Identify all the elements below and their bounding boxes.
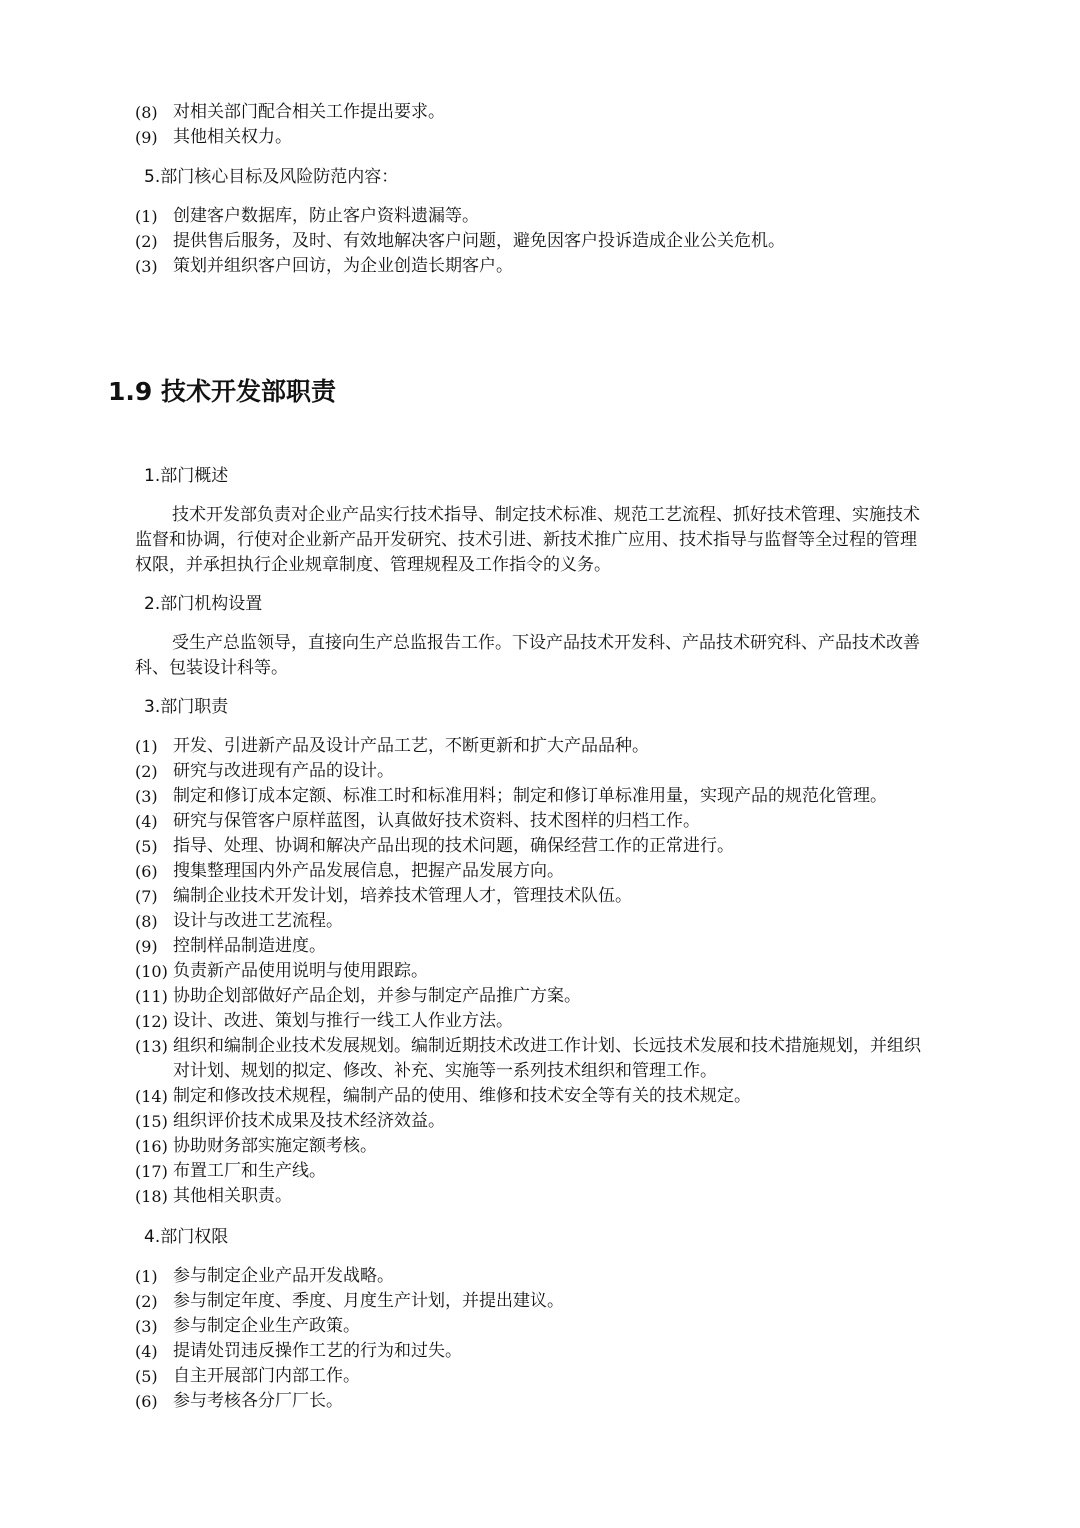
paragraph-line: 监督和协调，行使对企业新产品开发研究、技术引进、新技术推广应用、技术指导与监督等全过程的管理 (135, 530, 917, 550)
paragraph-line: 权限，并承担执行企业规章制度、管理规程及工作指令的义务。 (135, 555, 611, 575)
list-item-number: (4) (135, 812, 158, 831)
list-item (135, 909, 980, 934)
list-item-text: 研究与保管客户原样蓝图，认真做好技术资料、技术图样的归档工作。 (173, 811, 700, 831)
list-item-text: 指导、处理、协调和解决产品出现的技术问题，确保经营工作的正常进行。 (173, 836, 734, 856)
list-item (135, 204, 980, 229)
list-item-text: 设计与改进工艺流程。 (173, 911, 343, 931)
list-item-text: 提请处罚违反操作工艺的行为和过失。 (173, 1341, 462, 1361)
list-item (135, 859, 980, 884)
list-item (135, 254, 980, 279)
list-item-text: 协助企划部做好产品企划，并参与制定产品推广方案。 (173, 986, 581, 1006)
list-item-text: 其他相关权力。 (173, 127, 292, 147)
list-item-number: (9) (135, 937, 158, 956)
list-item-text: 设计、改进、策划与推行一线工人作业方法。 (173, 1011, 513, 1031)
list-item (135, 1134, 980, 1159)
list-item-number: (17) (135, 1162, 168, 1181)
list-item (135, 1034, 980, 1084)
list-item-number: (18) (135, 1187, 168, 1206)
list-item (135, 959, 980, 984)
list-item-number: (8) (135, 912, 158, 931)
list-item-text: 参与考核各分厂厂长。 (173, 1391, 343, 1411)
list-item-text: 搜集整理国内外产品发展信息，把握产品发展方向。 (173, 861, 564, 881)
list-item (135, 1084, 980, 1109)
list-item-number: (2) (135, 232, 158, 251)
list-item-text: 组织评价技术成果及技术经济效益。 (173, 1111, 445, 1131)
list-item-number: (12) (135, 1012, 168, 1031)
paragraph-line: 科、包装设计科等。 (135, 658, 288, 678)
list-item-number: (14) (135, 1087, 168, 1106)
list-item-text: 编制企业技术开发计划，培养技术管理人才，管理技术队伍。 (173, 886, 632, 906)
list-item (135, 100, 980, 125)
authority-heading: 4.部门权限 (144, 1227, 229, 1247)
overview-heading: 1.部门概述 (144, 466, 229, 486)
list-item-number: (13) (135, 1037, 168, 1056)
list-item-text: 自主开展部门内部工作。 (173, 1366, 360, 1386)
list-item (135, 884, 980, 909)
list-item (135, 734, 980, 759)
section5-heading: 5.部门核心目标及风险防范内容： (144, 167, 399, 187)
paragraph-line: 技术开发部负责对企业产品实行技术指导、制定技术标准、规范工艺流程、抓好技术管理、实施技术 (172, 505, 920, 525)
list-item (135, 229, 980, 254)
list-item (135, 1339, 980, 1364)
list-item (135, 1314, 980, 1339)
list-item-number: (6) (135, 1392, 158, 1411)
list-item-number: (4) (135, 1342, 158, 1361)
list-item-number: (1) (135, 1267, 158, 1286)
list-item-number: (2) (135, 762, 158, 781)
list-item-number: (15) (135, 1112, 168, 1131)
list-item-text: 对相关部门配合相关工作提出要求。 (173, 102, 445, 122)
list-item-number: (10) (135, 962, 168, 981)
list-item (135, 834, 980, 859)
list-item-number: (5) (135, 837, 158, 856)
list-item-text-continued: 对计划、规划的拟定、修改、补充、实施等一系列技术组织和管理工作。 (173, 1061, 717, 1081)
list-item-text: 负责新产品使用说明与使用跟踪。 (173, 961, 428, 981)
paragraph-line: 受生产总监领导，直接向生产总监报告工作。下设产品技术开发科、产品技术研究科、产品技术改善 (172, 633, 920, 653)
list-item-text: 参与制定年度、季度、月度生产计划，并提出建议。 (173, 1291, 564, 1311)
list-item (135, 984, 980, 1009)
list-item-number: (16) (135, 1137, 168, 1156)
list-item-text: 其他相关职责。 (173, 1186, 292, 1206)
list-item-number: (7) (135, 887, 158, 906)
list-item-number: (6) (135, 862, 158, 881)
list-item-number: (8) (135, 103, 158, 122)
list-item (135, 1389, 980, 1414)
list-item-text: 创建客户数据库，防止客户资料遗漏等。 (173, 206, 479, 226)
list-item-text: 制定和修改技术规程，编制产品的使用、维修和技术安全等有关的技术规定。 (173, 1086, 751, 1106)
list-item-text: 制定和修订成本定额、标准工时和标准用料；制定和修订单标准用量，实现产品的规范化管理。 (173, 786, 887, 806)
overview-paragraph (135, 503, 975, 578)
list-item (135, 1289, 980, 1314)
list-item-number: (3) (135, 1317, 158, 1336)
list-item-text: 研究与改进现有产品的设计。 (173, 761, 394, 781)
list-item-number: (5) (135, 1367, 158, 1386)
list-item (135, 1184, 980, 1209)
list-item-text: 策划并组织客户回访，为企业创造长期客户。 (173, 256, 513, 276)
list-item (135, 1109, 980, 1134)
list-item (135, 1009, 980, 1034)
list-item (135, 784, 980, 809)
list-item-number: (1) (135, 207, 158, 226)
list-item-text: 提供售后服务，及时、有效地解决客户问题，避免因客户投诉造成企业公关危机。 (173, 231, 785, 251)
list-item-number: (3) (135, 257, 158, 276)
list-item (135, 1264, 980, 1289)
list-item (135, 125, 980, 150)
list-item-number: (3) (135, 787, 158, 806)
list-item-text: 参与制定企业产品开发战略。 (173, 1266, 394, 1286)
list-item (135, 934, 980, 959)
list-item (135, 759, 980, 784)
structure-paragraph (135, 631, 975, 681)
list-item-text: 组织和编制企业技术发展规划。编制近期技术改进工作计划、长远技术发展和技术措施规划，并组织 (173, 1036, 921, 1056)
list-item-number: (1) (135, 737, 158, 756)
duties-heading: 3.部门职责 (144, 697, 229, 717)
structure-heading: 2.部门机构设置 (144, 594, 263, 614)
list-item (135, 809, 980, 834)
list-item-text: 开发、引进新产品及设计产品工艺，不断更新和扩大产品品种。 (173, 736, 649, 756)
list-item-number: (9) (135, 128, 158, 147)
list-item (135, 1364, 980, 1389)
list-item-text: 参与制定企业生产政策。 (173, 1316, 360, 1336)
list-item-text: 控制样品制造进度。 (173, 936, 326, 956)
list-item-number: (2) (135, 1292, 158, 1311)
list-item-text: 协助财务部实施定额考核。 (173, 1136, 377, 1156)
list-item-number: (11) (135, 987, 168, 1006)
list-item-text: 布置工厂和生产线。 (173, 1161, 326, 1181)
section-title: 1.9 技术开发部职责 (108, 377, 336, 406)
list-item (135, 1159, 980, 1184)
